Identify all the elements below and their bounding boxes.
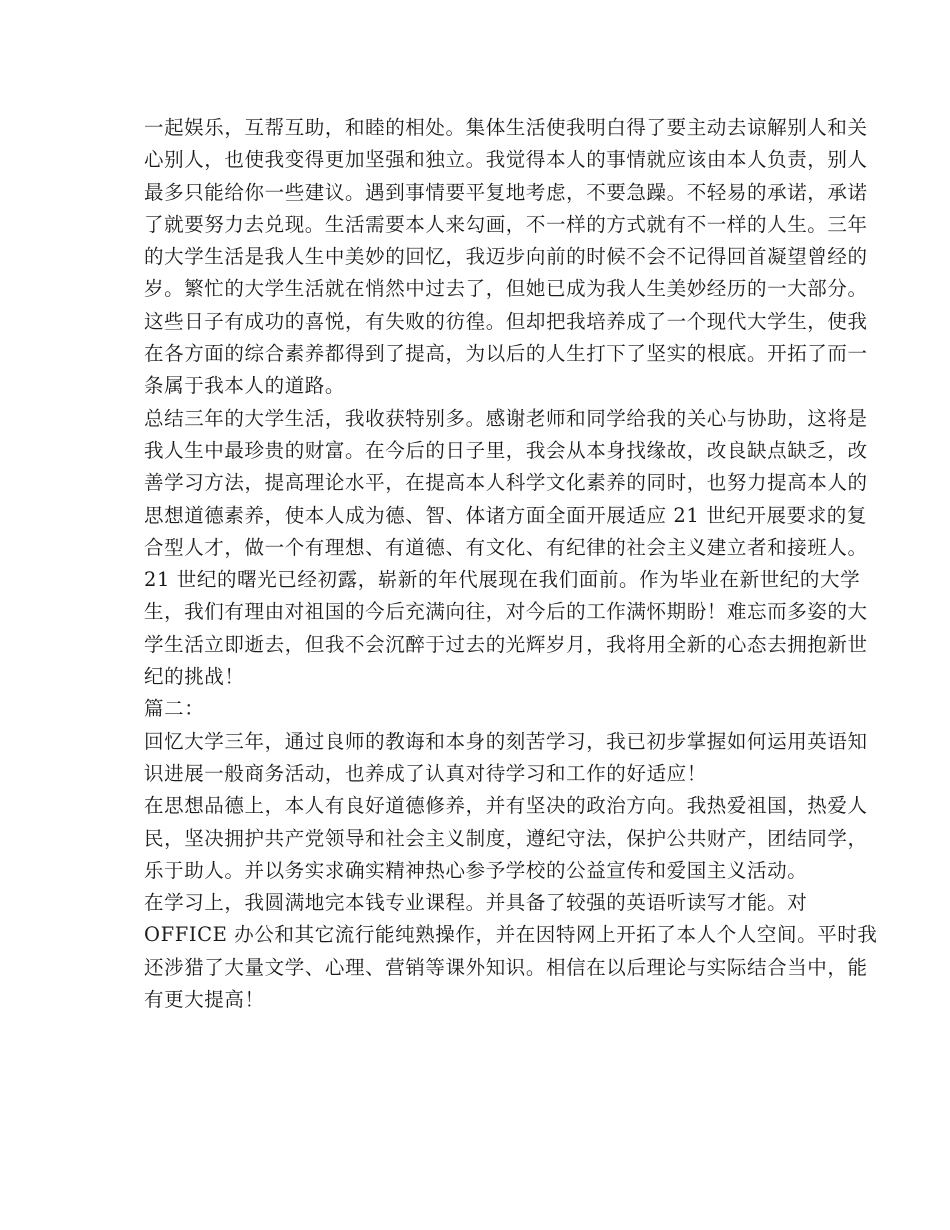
text-line: 21 世纪的曙光已经初露，崭新的年代展现在我们面前。作为毕业在新世纪的大学 <box>144 568 861 592</box>
text-line: 了就要努力去兑现。生活需要本人来勾画，不一样的方式就有不一样的人生。三年 <box>144 212 868 236</box>
text-line: 总结三年的大学生活，我收获特别多。感谢老师和同学给我的关心与协助，这将是 <box>144 406 868 430</box>
text-line: 条属于我本人的道路。 <box>144 374 346 398</box>
text-line: 在学习上，我圆满地完本钱专业课程。并具备了较强的英语听读写才能。对 <box>144 891 808 915</box>
text-line: 学生活立即逝去，但我不会沉醉于过去的光辉岁月，我将用全新的心态去拥抱新世 <box>144 632 868 656</box>
text-line: 民，坚决拥护共产党领导和社会主义制度，遵纪守法，保护公共财产，团结同学， <box>144 826 868 850</box>
text-line: 心别人，也使我变得更加坚强和独立。我觉得本人的事情就应该由本人负责，别人 <box>144 148 868 172</box>
text-line: 乐于助人。并以务实求确实精神热心参予学校的公益宣传和爱国主义活动。 <box>144 858 808 882</box>
text-line: 纪的挑战！ <box>144 665 245 689</box>
text-line: 这些日子有成功的喜悦，有失败的彷徨。但却把我培养成了一个现代大学生，使我 <box>144 309 868 333</box>
text-line: 回忆大学三年，通过良师的教诲和本身的刻苦学习，我已初步掌握如何运用英语知 <box>144 729 868 753</box>
text-line: 还涉猎了大量文学、心理、营销等课外知识。相信在以后理论与实际结合当中，能 <box>144 955 868 979</box>
section-heading: 篇二： <box>144 697 205 721</box>
text-line: OFFICE 办公和其它流行能纯熟操作，并在因特网上开拓了本人个人空间。平时我 <box>144 923 878 947</box>
text-line: 在思想品德上，本人有良好道德修养，并有坚决的政治方向。我热爱祖国，热爱人 <box>144 794 868 818</box>
text-line: 一起娱乐，互帮互助，和睦的相处。集体生活使我明白得了要主动去谅解别人和关 <box>144 116 868 139</box>
text-line: 我人生中最珍贵的财富。在今后的日子里，我会从本身找缘故，改良缺点缺乏，改 <box>144 438 868 462</box>
text-line: 岁。繁忙的大学生活就在悄然中过去了，但她已成为我人生美妙经历的一大部分。 <box>144 277 868 301</box>
text-line: 合型人才，做一个有理想、有道德、有文化、有纪律的社会主义建立者和接班人。 <box>144 535 868 559</box>
text-line: 有更大提高！ <box>144 988 265 1012</box>
text-line: 生，我们有理由对祖国的今后充满向往，对今后的工作满怀期盼！难忘而多姿的大 <box>144 600 868 624</box>
text-line: 在各方面的综合素养都得到了提高，为以后的人生打下了坚实的根底。开拓了而一 <box>144 342 868 366</box>
text-line: 最多只能给你一些建议。遇到事情要平复地考虑，不要急躁。不轻易的承诺，承诺 <box>144 180 868 204</box>
document-body <box>144 112 878 1016</box>
text-line: 识进展一般商务活动，也养成了认真对待学习和工作的好适应！ <box>144 761 707 785</box>
text-line: 思想道德素养，使本人成为德、智、体诸方面全面开展适应 21 世纪开展要求的复 <box>144 503 868 527</box>
text-line: 善学习方法，提高理论水平，在提高本人科学文化素养的同时，也努力提高本人的 <box>144 471 868 495</box>
text-line: 的大学生活是我人生中美妙的回忆，我迈步向前的时候不会不记得回首凝望曾经的 <box>144 245 868 269</box>
